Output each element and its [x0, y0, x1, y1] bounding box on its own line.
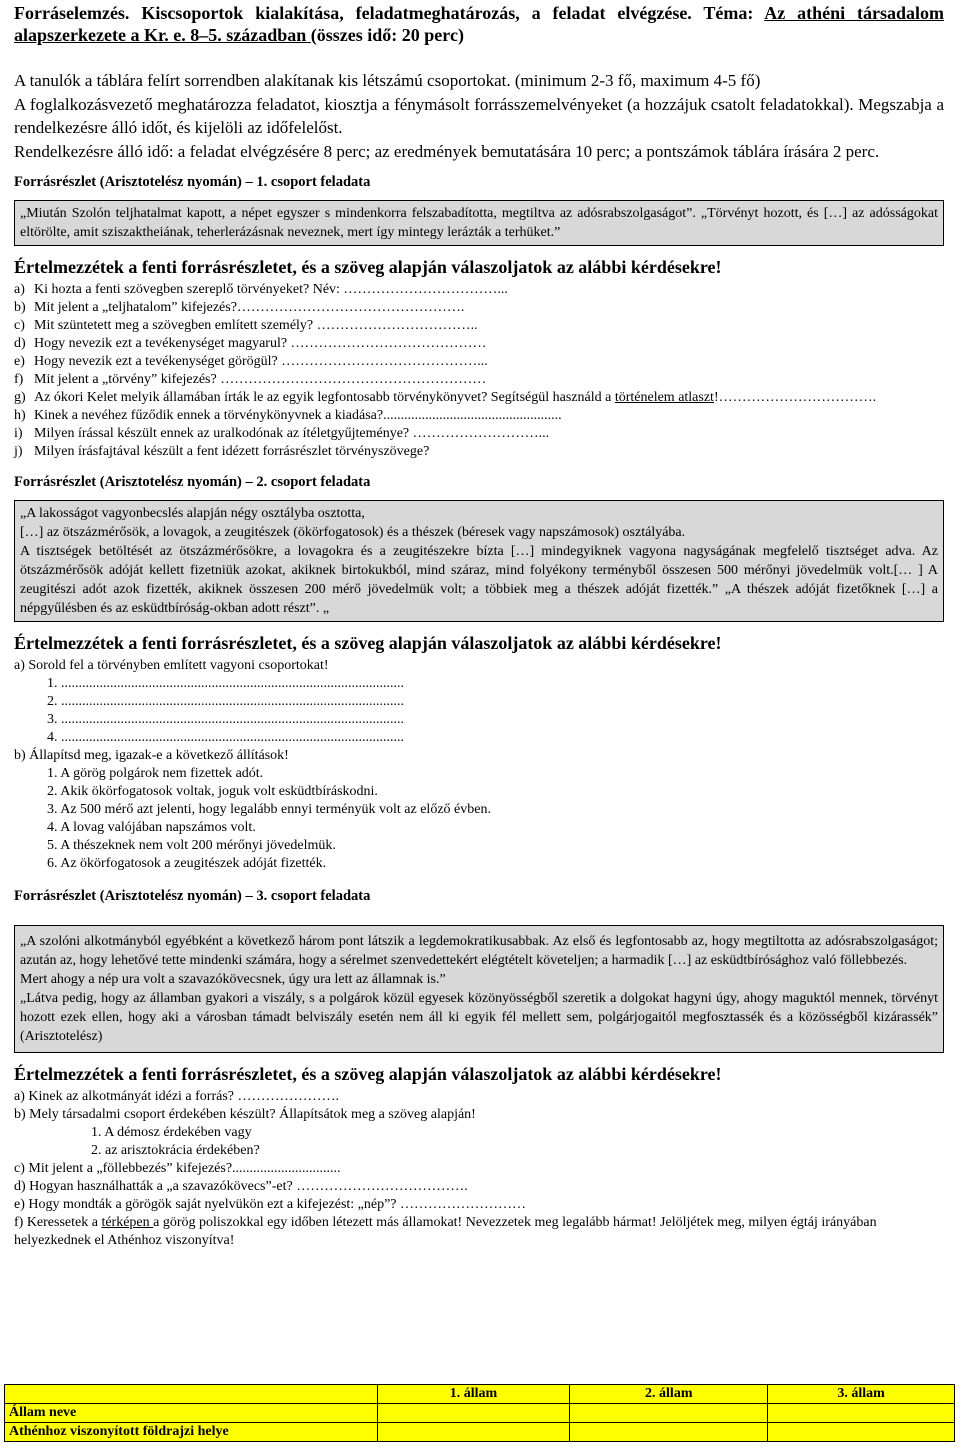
group3-source-heading: Forrásrészlet (Arisztotelész nyomán) – 3. csoport feladata	[14, 888, 371, 904]
table-header-cell: 1. állam	[377, 1385, 570, 1404]
group3-quote-para: „A szolóni alkotmányból egyébként a következő három pont látszik a legdemokratikusabbak. Az első és legfontosabb az, hogy megtiltotta az adósrabszolgaságot; azután az, hogy lehetővé tette mindenki számára, hogy a sérelmet szenvedettekért elégtételt követeljen; a harmadik […] az esküdtbírósághoz való föllebbezés.	[20, 934, 938, 968]
group1-question-list	[14, 281, 944, 461]
table-header-cell: 2. állam	[570, 1385, 768, 1404]
table-cell[interactable]	[377, 1423, 570, 1442]
worksheet-page	[14, 2, 944, 1250]
answer-line-1: 1. ..................................................................................................	[47, 676, 404, 691]
group1-source-heading: Forrásrészlet (Arisztotelész nyomán) – 1. csoport feladata	[14, 174, 371, 190]
question-d: d) Hogy nevezik ezt a tevékenységet magyarul? ……………………………………	[14, 336, 487, 351]
option-1: 1. A démosz érdekében vagy	[91, 1125, 252, 1140]
question-f: f) Mit jelent a „törvény” kifejezés? …………………………………………………	[14, 372, 487, 387]
intro-p3: Rendelkezésre álló idő: a feladat elvégzésére 8 perc; az eredmények bemutatására 10 perc; a pontszámok táblára írására 2 perc.	[14, 141, 880, 161]
group2-question-b: b) Állapítsd meg, igazak-e a következő állítások!	[14, 748, 289, 763]
group3-quote-para: „Látva pedig, hogy az államban gyakori a viszály, s a polgárok közül egyesek közönyösségből szeretik a dolgokat hagyni úgy, ahogy maguktól mennek, törvényt hozott ezek ellen, hogy aki a városban támadt belviszály esetén nem áll ki egyik fél mellett sem, polgárjogaitól megfosztassék és a közösségből kizárassék” (Arisztotelész)	[20, 991, 938, 1044]
answer-line-4: 4. ..................................................................................................	[47, 730, 404, 745]
group3-question-d: d) Hogyan használhatták a „a szavazókövecs”-et? ……………………………….	[14, 1179, 468, 1194]
group3-question-e: e) Hogy mondták a görögök saját nyelvükön ezt a kifejezést: „nép”? ………………………	[14, 1197, 527, 1212]
question-c: c) Mit szüntetett meg a szövegben említett személy? ……………………………..	[14, 318, 478, 333]
page-title	[14, 2, 944, 46]
table-cell[interactable]	[377, 1404, 570, 1423]
group2-quote-line: […] az ötszázmérősök, a lovagok, a zeugitészek (ökörfogatosok) és a thészek (béresek vagy napszámosok) osztályába.	[20, 525, 686, 540]
statement-2: 2. Akik ökörfogatosok voltak, joguk volt esküdtbíráskodni.	[47, 784, 378, 799]
group2-quote-box	[14, 500, 944, 622]
table-header-cell	[5, 1385, 378, 1404]
table-cell[interactable]	[570, 1423, 768, 1442]
statement-5: 5. A thészeknek nem volt 200 mérőnyi jövedelmük.	[47, 838, 336, 853]
group1-quote: „Miután Szolón teljhatalmat kapott, a népet egyszer s mindenkorra felszabadította, megtiltva az adósrabszolgaságot”. „Törvényt hozott, és […] az adósságokat eltörölte, amit sziszaktheiának, teherlerázásnak neveznek, mert így mintegy lerázták a terhüket.”	[20, 206, 938, 240]
intro-text	[14, 69, 944, 163]
intro-p1: A tanulók a táblára felírt sorrendben alakítanak kis létszámú csoportokat. (minimum 2-3 fő, maximum 4-5 fő)	[14, 71, 761, 90]
table-row	[5, 1404, 955, 1423]
group1-quote-box	[14, 200, 944, 246]
group1-task-heading: Értelmezzétek a fenti forrásrészletet, és a szöveg alapján válaszoljatok az alábbi kérdésekre!	[14, 257, 722, 277]
answer-table	[4, 1384, 955, 1442]
question-h: h) Kinek a nevéhez fűződik ennek a törvénykönyvnek a kiadása?...................................................	[14, 408, 562, 423]
group3-question-list	[14, 1088, 944, 1250]
title-time: (összes idő: 20 perc)	[310, 25, 464, 45]
group2-source-heading: Forrásrészlet (Arisztotelész nyomán) – 2. csoport feladata	[14, 474, 371, 490]
group2-task-heading: Értelmezzétek a fenti forrásrészletet, és a szöveg alapján válaszoljatok az alábbi kérdésekre!	[14, 633, 722, 653]
statement-1: 1. A görög polgárok nem fizettek adót.	[47, 766, 264, 781]
table-row-label: Athénhoz viszonyított földrajzi helye	[5, 1423, 378, 1442]
question-j: j) Milyen írásfajtával készült a fent idézett forrásrészlet törvényszövege?	[14, 444, 430, 459]
question-i: i) Milyen írással készült ennek az uralkodónak az ítéletgyűjteménye? ………………………...	[14, 426, 550, 441]
group3-question-f: f) Keressetek a térképen a görög poliszokkal egy időben létezett más államokat! Nevezzetek meg legalább hármat! Jelöljétek meg, milyen égtáj irányában helyezkednek el Athénhoz viszonyítva!	[14, 1215, 877, 1248]
question-e: e) Hogy nevezik ezt a tevékenységet görögül? ……………………………………...	[14, 354, 488, 369]
table-cell[interactable]	[768, 1404, 955, 1423]
group3-question-b: b) Mely társadalmi csoport érdekében készült? Állapítsátok meg a szöveg alapján!	[14, 1107, 476, 1122]
group3-quote-para: Mert ahogy a nép ura volt a szavazókövecsnek, úgy ura lett az államnak is.”	[20, 972, 446, 987]
group3-question-c: c) Mit jelent a „föllebbezés” kifejezés?...............................	[14, 1161, 341, 1176]
answer-line-2: 2. ..................................................................................................	[47, 694, 404, 709]
title-topic: Az athéni társadalom alapszerkezete a Kr. e. 8–5. században	[14, 3, 944, 45]
group2-question-a: a) Sorold fel a törvényben említett vagyoni csoportokat!	[14, 658, 329, 673]
intro-p2: A foglalkozásvezető meghatározza feladatot, kiosztja a fénymásolt forrásszemelvényeket (a hozzájuk csatolt feladatokkal). Megszabja a rendelkezésre álló időt, és kijelöli az időfelelőst.	[14, 94, 944, 137]
statement-6: 6. Az ökörfogatosok a zeugitészek adóját fizették.	[47, 856, 327, 871]
question-a: a) Ki hozta a fenti szövegben szereplő törvényeket? Név: ……………………………...	[14, 282, 508, 297]
option-2: 2. az arisztokrácia érdekében?	[91, 1143, 260, 1158]
statement-3: 3. Az 500 mérő azt jelenti, hogy legalább ennyi terményük volt az előző évben.	[47, 802, 491, 817]
group3-quote-box	[14, 925, 944, 1053]
answer-line-3: 3. ..................................................................................................	[47, 712, 404, 727]
group2-quote-line: A tisztségek betöltését az ötszázmérősökre, a lovagokra és a zeugitészekre bízta […] mindegyiknek vagyona nagyságának megfelelő tisztséget adva. Az ötszázmérősök adóját kellett fizetniük azokat, akiknek birtokukból, mind száraz, mind folyékony terményből összesen 500 mérőnyi jövedelmük volt.[… ] A zeugitészi adót azok fizették, akiknek összesen 200 mérő jövedelmük volt; a többiek meg a thészek adóját fizették.” „A thészek adóját fizetőknek […] a népgyűlésben és az esküdtbíróság-okban adott részt”. „	[20, 544, 938, 616]
table-header-row	[5, 1385, 955, 1404]
group3-question-a: a) Kinek az alkotmányát idézi a forrás? ………………….	[14, 1089, 340, 1104]
table-cell[interactable]	[768, 1423, 955, 1442]
group2-question-list	[14, 657, 944, 873]
statement-4: 4. A lovag valójában napszámos volt.	[47, 820, 256, 835]
group3-task-heading: Értelmezzétek a fenti forrásrészletet, és a szöveg alapján válaszoljatok az alábbi kérdésekre!	[14, 1064, 722, 1084]
question-b: b) Mit jelent a „teljhatalom” kifejezés?………………………………………….	[14, 300, 465, 315]
table-row	[5, 1423, 955, 1442]
group2-quote-line: „A lakosságot vagyonbecslés alapján négy osztályba osztotta,	[20, 506, 365, 521]
table-row-label: Állam neve	[5, 1404, 378, 1423]
title-prefix: Forráselemzés. Kiscsoportok kialakítása, feladatmeghatározás, a feladat elvégzése. Téma:	[14, 3, 765, 23]
table-cell[interactable]	[570, 1404, 768, 1423]
question-g: g) Az ókori Kelet melyik államában írták le az egyik legfontosabb törvénykönyvet? Segítségül használd a történelem atlaszt!…………………………….	[14, 390, 877, 405]
table-header-cell: 3. állam	[768, 1385, 955, 1404]
